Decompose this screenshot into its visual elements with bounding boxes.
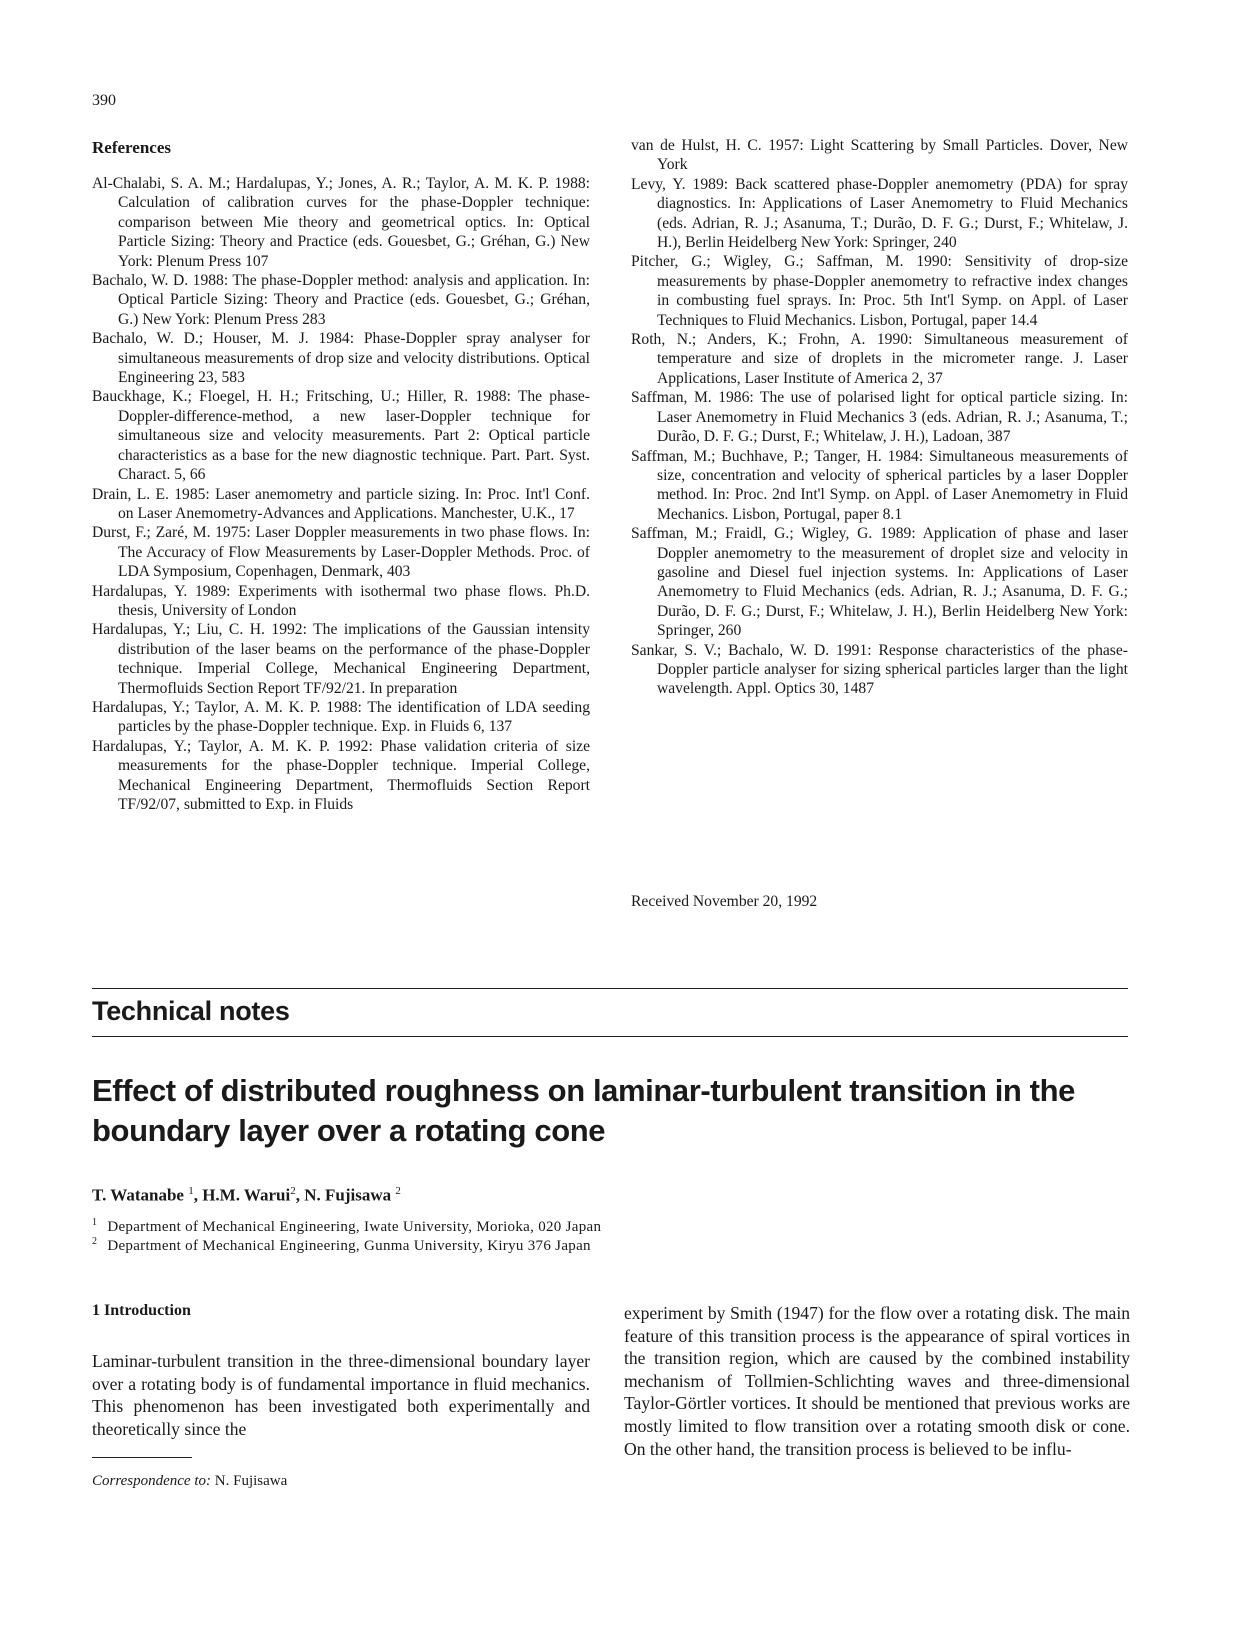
references-left-column — [92, 174, 590, 814]
reference-entry: Saffman, M.; Buchhave, P.; Tanger, H. 1984: Simultaneous measurements of size, concentration and velocity of spherical particles by a laser Doppler method. In: Proc. 2nd Int'l Symp. on Appl. of Laser Anemometry in Fluid Mechanics. Lisbon, Portugal, paper 8.1 — [631, 447, 1128, 523]
intro-text-left: Laminar-turbulent transition in the three-dimensional boundary layer over a rotating body is of fundamental importance in fluid mechanics. This phenomenon has been investigated both experimentally and theoretically since the — [92, 1351, 590, 1439]
reference-entry: Durst, F.; Zaré, M. 1975: Laser Doppler measurements in two phase flows. In: The Accuracy of Flow Measurements by Laser-Doppler Methods. Proc. of LDA Symposium, Copenhagen, Denmark, 403 — [92, 524, 590, 581]
reference-entry: Bachalo, W. D. 1988: The phase-Doppler method: analysis and application. In: Optical Particle Sizing: Theory and Practice (eds. Gouesbet, G.; Gréhan, G.) New York: Plenum Press 283 — [92, 272, 590, 328]
reference-entry: Drain, L. E. 1985: Laser anemometry and particle sizing. In: Proc. Int'l Conf. on Laser Anemometry-Advances and Applications. Manchester, U.K., 17 — [92, 485, 590, 522]
affiliation-mark: 1 — [92, 1217, 98, 1228]
references-heading: References — [92, 138, 171, 157]
affiliation — [92, 1217, 601, 1236]
reference-entry: Saffman, M.; Fraidl, G.; Wigley, G. 1989: Application of phase and laser Doppler anemometry to the measurement of droplet size and velocity in gasoline and Diesel fuel injection systems. In: Applications of Laser Anemometry to Fluid Mechanics (eds. Adrian, R. J.; Asanuma, D. F. G.; Durão, D. F. G.; Durst, F.; Whitelaw, J. H.), Berlin Heidelberg New York: Springer, 260 — [631, 525, 1128, 640]
footnote-rule — [92, 1457, 192, 1458]
reference-entry: Pitcher, G.; Wigley, G.; Saffman, M. 1990: Sensitivity of drop-size measurements by phase-Doppler anemometry to refractive index changes in combusting fuel sprays. In: Proc. 5th Int'l Symp. on Appl. of Laser Techniques to Fluid Mechanics. Lisbon, Portugal, paper 14.4 — [631, 253, 1128, 329]
reference-entry: Saffman, M. 1986: The use of polarised light for optical particle sizing. In: Laser Anemometry in Fluid Mechanics 3 (eds. Adrian, R. J.; Asanuma, T.; Durão, D. F. G.; Durst, F.; Whitelaw, J. H.), Ladoan, 387 — [631, 389, 1128, 446]
intro-heading: 1 Introduction — [92, 1302, 191, 1319]
author-line: T. Watanabe $^1$, H.M. Warui$^2$, N. Fujisawa $^2$ — [92, 1185, 401, 1205]
reference-entry: Hardalupas, Y.; Liu, C. H. 1992: The implications of the Gaussian intensity distribution of the laser beams on the performance of the phase-Doppler technique. Imperial College, Mechanical Engineering Department, Thermofluids Section Report TF/92/21. In preparation — [92, 621, 590, 697]
received-date: Received November 20, 1992 — [631, 893, 818, 910]
footnote-name: N. Fujisawa — [214, 1473, 288, 1489]
affiliation-mark: 2 — [92, 1236, 98, 1247]
affiliation-text: Department of Mechanical Engineering, Gunma University, Kiryu 376 Japan — [107, 1238, 591, 1254]
reference-entry: Sankar, S. V.; Bachalo, W. D. 1991: Response characteristics of the phase-Doppler particle analyser for sizing spherical particles larger than the light wavelength. Appl. Optics 30, 1487 — [631, 641, 1128, 698]
author-name: H.M. Warui — [202, 1185, 291, 1205]
intro-text-right: experiment by Smith (1947) for the flow over a rotating disk. The main feature of this transition process is the appearance of spiral vortices in the transition region, which are caused by the combined instability mechanism of Tollmien-Schlichting waves and three-dimensional Taylor-Görtler vortices. It should be mentioned that previous works are mostly limited to flow transition over a rotating smooth disk or cone. On the other hand, the transition process is believed to be influ- — [624, 1303, 1130, 1459]
reference-entry: Levy, Y. 1989: Back scattered phase-Doppler anemometry (PDA) for spray diagnostics. In: Applications of Laser Anemometry to Fluid Mechanics (eds. Adrian, R. J.; Asanuma, T.; Durão, D. F. G.; Durst, F.; Whitelaw, J. H.), Berlin Heidelberg New York: Springer, 240 — [631, 175, 1128, 252]
reference-entry: Bachalo, W. D.; Houser, M. J. 1984: Phase-Doppler spray analyser for simultaneous measurements of drop size and velocity distributions. Optical Engineering 23, 583 — [92, 330, 590, 387]
reference-entry: Hardalupas, Y.; Taylor, A. M. K. P. 1988: The identification of LDA seeding particles by the phase-Doppler technique. Exp. in Fluids 6, 137 — [92, 698, 590, 736]
references-right-column — [631, 136, 1128, 699]
reference-entry: Bauckhage, K.; Floegel, H. H.; Fritsching, U.; Hiller, R. 1988: The phase-Doppler-difference-method, a new laser-Doppler technique for simultaneous size and velocity measurements. Part 2: Optical particle characteristics as a base for the new diagnostic technique. Part. Part. Syst. Charact. 5, 66 — [92, 388, 590, 484]
author-affiliation-mark: 2 — [395, 1185, 401, 1197]
author-affiliation-mark: 2 — [290, 1185, 296, 1197]
section-rule-top — [92, 988, 1128, 989]
author-affiliation-mark: 1 — [188, 1185, 194, 1197]
article-title: Effect of distributed roughness on laminar-turbulent transition in the boundary layer over a rotating cone — [92, 1073, 1075, 1148]
correspondence-footnote — [92, 1473, 287, 1490]
footnote-label: Correspondence to: — [92, 1473, 212, 1489]
author-name: N. Fujisawa — [304, 1185, 392, 1205]
reference-entry: Al-Chalabi, S. A. M.; Hardalupas, Y.; Jones, A. R.; Taylor, A. M. K. P. 1988: Calculation of calibration curves for the phase-Doppler technique: comparison between Mie theory and geometrical optics. In: Optical Particle Sizing: Theory and Practice (eds. Gouesbet, G.; Gréhan, G.) New York: Plenum Press 107 — [92, 175, 590, 270]
reference-entry: Hardalupas, Y.; Taylor, A. M. K. P. 1992: Phase validation criteria of size measurements for the phase-Doppler technique. Imperial College, Mechanical Engineering Department, Thermofluids Section Report TF/92/07, submitted to Exp. in Fluids — [92, 737, 590, 813]
page-number: 390 — [92, 92, 116, 109]
section-label: Technical notes — [92, 996, 290, 1026]
reference-entry: Hardalupas, Y. 1989: Experiments with isothermal two phase flows. Ph.D. thesis, University of London — [92, 582, 590, 619]
affiliation — [92, 1236, 591, 1255]
reference-entry: Roth, N.; Anders, K.; Frohn, A. 1990: Simultaneous measurement of temperature and size of droplets in the micrometer range. J. Laser Applications, Laser Institute of America 2, 37 — [631, 331, 1128, 387]
author-name: T. Watanabe — [92, 1185, 184, 1205]
affiliation-text: Department of Mechanical Engineering, Iwate University, Morioka, 020 Japan — [107, 1219, 602, 1235]
reference-entry: van de Hulst, H. C. 1957: Light Scattering by Small Particles. Dover, New York — [631, 137, 1128, 174]
section-rule-bottom — [92, 1036, 1128, 1037]
